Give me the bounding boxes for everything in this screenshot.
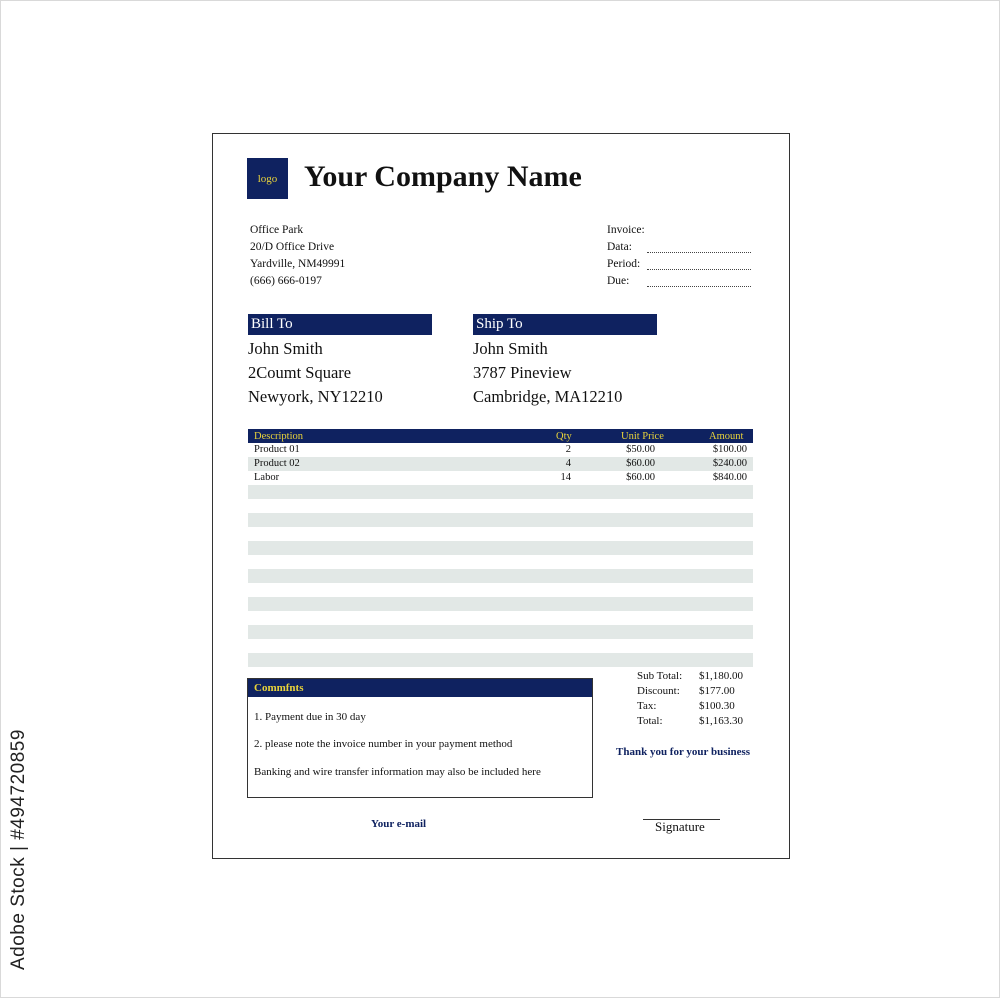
item-qty: 2 xyxy=(565,444,571,455)
total-value: $177.00 xyxy=(699,685,735,697)
address-line: Yardville, NM49991 xyxy=(250,258,346,270)
ship-to-name: John Smith xyxy=(473,339,548,358)
total-value: $100.30 xyxy=(699,700,735,712)
total-label: Discount: xyxy=(637,685,680,697)
bill-to-name: John Smith xyxy=(248,339,323,358)
meta-fill-line xyxy=(647,252,751,253)
item-amount: $100.00 xyxy=(712,444,747,455)
subtotal-row xyxy=(637,669,767,684)
meta-fill-line xyxy=(647,286,751,287)
table-row xyxy=(248,485,753,499)
thank-you-note: Thank you for your business xyxy=(616,746,751,758)
table-row xyxy=(248,583,753,597)
bill-to-block xyxy=(248,314,432,409)
total-value: $1,180.00 xyxy=(699,670,743,682)
ship-to-city: Cambridge, MA12210 xyxy=(473,387,623,406)
comments-box xyxy=(247,678,593,798)
header-description: Description xyxy=(254,431,303,442)
item-amount: $240.00 xyxy=(712,458,747,469)
comments-title: Commfnts xyxy=(248,679,592,697)
item-qty: 14 xyxy=(560,472,571,483)
table-row xyxy=(248,639,753,653)
grand-total-row xyxy=(637,714,767,729)
meta-due-row xyxy=(607,273,753,290)
discount-row xyxy=(637,684,767,699)
table-row xyxy=(248,443,753,457)
meta-label: Data: xyxy=(607,241,632,253)
header-amount: Amount xyxy=(709,431,744,442)
logo-placeholder: logo xyxy=(247,158,288,199)
header-qty: Qty xyxy=(556,431,572,442)
company-name: Your Company Name xyxy=(304,160,582,193)
item-amount: $840.00 xyxy=(712,472,747,483)
meta-fill-line xyxy=(647,269,751,270)
total-label: Tax: xyxy=(637,700,657,712)
meta-label: Period: xyxy=(607,258,641,270)
comment-line: 1. Payment due in 30 day xyxy=(254,711,366,723)
stock-watermark: Adobe Stock | #494720859 xyxy=(8,729,29,970)
ship-to-title: Ship To xyxy=(473,314,657,335)
meta-date-row xyxy=(607,239,753,256)
table-row xyxy=(248,555,753,569)
items-table xyxy=(248,429,753,667)
ship-to-street: 3787 Pineview xyxy=(473,363,572,382)
meta-invoice-row xyxy=(607,222,753,239)
company-address xyxy=(250,222,345,290)
table-row xyxy=(248,611,753,625)
header-unit-price: Unit Price xyxy=(621,431,664,442)
total-label: Sub Total: xyxy=(637,670,683,682)
item-unit-price: $50.00 xyxy=(626,444,655,455)
table-row xyxy=(248,653,753,667)
table-row xyxy=(248,513,753,527)
comment-line: Banking and wire transfer information may also be included here xyxy=(254,766,541,778)
item-description: Product 01 xyxy=(254,444,300,455)
table-row xyxy=(248,471,753,485)
company-phone: (666) 666-0197 xyxy=(250,275,322,287)
bill-to-title: Bill To xyxy=(248,314,432,335)
email-placeholder: Your e-mail xyxy=(371,818,427,830)
item-unit-price: $60.00 xyxy=(626,472,655,483)
total-value: $1,163.30 xyxy=(699,715,743,727)
total-label: Total: xyxy=(637,715,663,727)
meta-label: Invoice: xyxy=(607,224,645,236)
address-line: 20/D Office Drive xyxy=(250,241,335,253)
tax-row xyxy=(637,699,767,714)
table-row xyxy=(248,569,753,583)
bill-to-city: Newyork, NY12210 xyxy=(248,387,383,406)
item-unit-price: $60.00 xyxy=(626,458,655,469)
table-row xyxy=(248,457,753,471)
table-row xyxy=(248,541,753,555)
table-row xyxy=(248,597,753,611)
signature-label: Signature xyxy=(655,819,705,834)
ship-to-block xyxy=(473,314,657,409)
items-header xyxy=(248,429,753,443)
address-line: Office Park xyxy=(250,224,304,236)
table-row xyxy=(248,499,753,513)
item-description: Product 02 xyxy=(254,458,300,469)
item-description: Labor xyxy=(254,472,280,483)
comment-line: 2. please note the invoice number in your payment method xyxy=(254,738,513,750)
table-row xyxy=(248,625,753,639)
meta-period-row xyxy=(607,256,753,273)
meta-label: Due: xyxy=(607,275,630,287)
invoice-meta xyxy=(607,222,753,290)
table-row xyxy=(248,527,753,541)
totals-block xyxy=(637,669,767,729)
bill-to-street: 2Coumt Square xyxy=(248,363,352,382)
invoice-sheet xyxy=(212,133,790,859)
item-qty: 4 xyxy=(565,458,571,469)
